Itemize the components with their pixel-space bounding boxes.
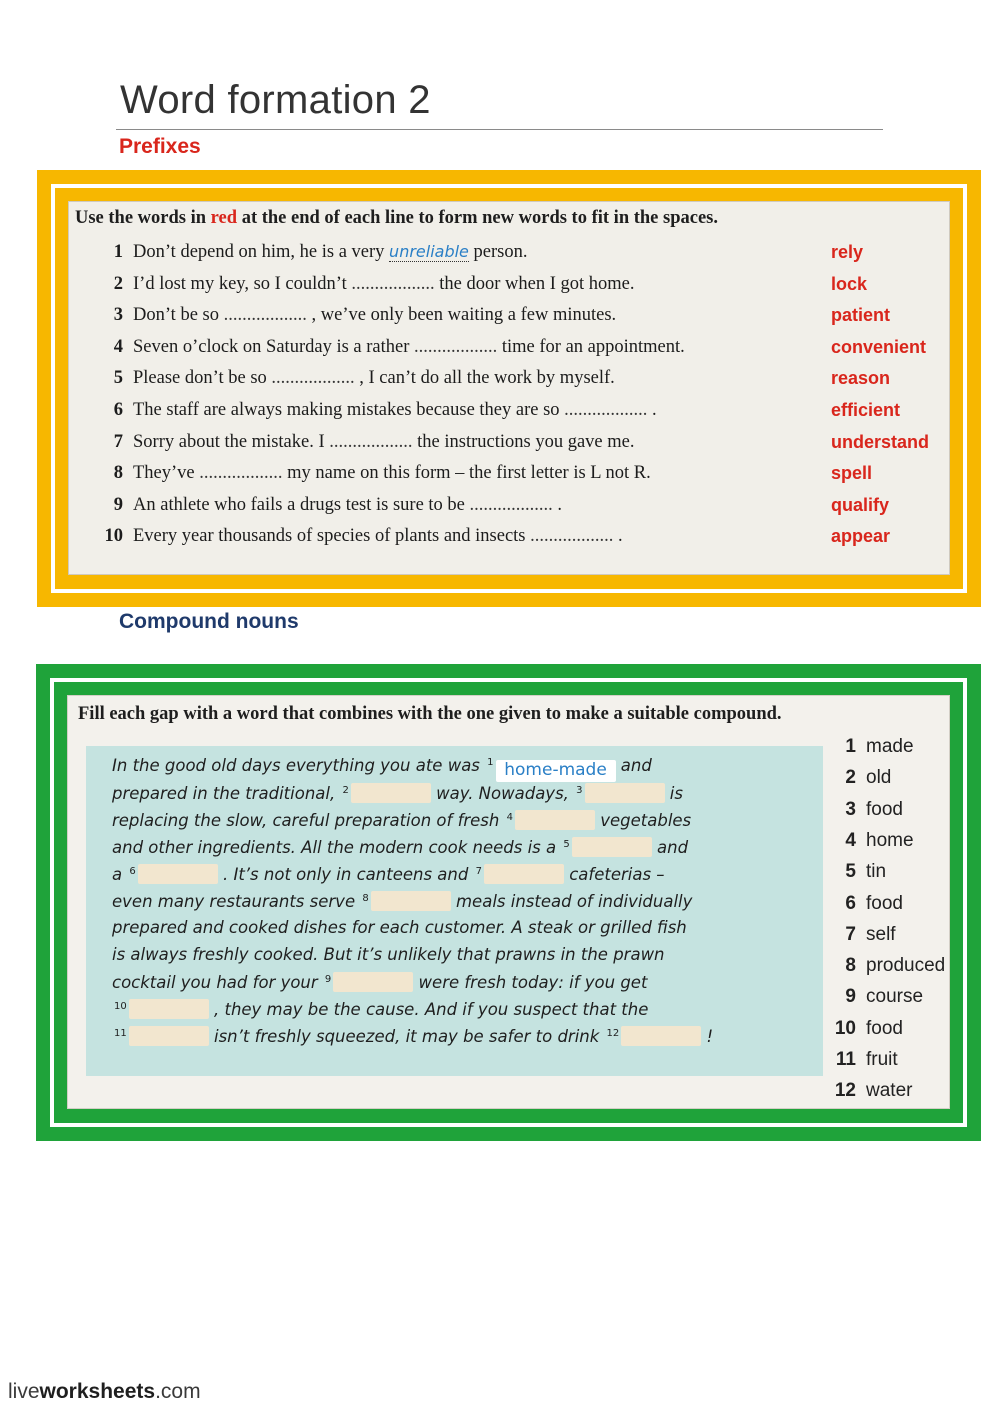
item-number: 5 bbox=[113, 368, 123, 389]
passage-line bbox=[112, 864, 665, 884]
word-number: 5 bbox=[845, 861, 856, 883]
compound-word-item bbox=[820, 1049, 950, 1080]
word-text: old bbox=[866, 767, 892, 789]
sentence-before: Don’t depend on him, he is a very bbox=[133, 242, 390, 262]
gap-input[interactable] bbox=[129, 999, 209, 1019]
passage-line bbox=[112, 756, 652, 782]
item-sentence bbox=[133, 526, 623, 547]
sentence-after: , I can’t do all the work by myself. bbox=[354, 368, 615, 389]
stem-word: convenient bbox=[831, 336, 927, 357]
passage-line bbox=[112, 972, 647, 992]
brand-tail: .com bbox=[155, 1380, 201, 1403]
word-number: 9 bbox=[845, 986, 856, 1008]
instruction-red-word: red bbox=[210, 208, 238, 228]
prefix-item bbox=[69, 305, 949, 337]
sentence-before: Please don’t be so bbox=[133, 368, 272, 389]
prefix-item bbox=[69, 337, 949, 369]
instruction-text: Use the words in bbox=[75, 208, 211, 228]
item-sentence bbox=[133, 495, 562, 516]
sentence-before: Don’t be so bbox=[133, 305, 224, 326]
example-answer: unreliable bbox=[389, 242, 469, 261]
item-sentence bbox=[133, 400, 657, 421]
word-number: 12 bbox=[834, 1080, 856, 1102]
passage-text: isn’t freshly squeezed, it may be safer to drink bbox=[208, 1027, 605, 1046]
item-sentence bbox=[133, 463, 651, 484]
gap-input[interactable] bbox=[484, 864, 564, 884]
gap-number: 6 bbox=[129, 866, 136, 877]
compound-word-item bbox=[820, 736, 950, 767]
prefix-item bbox=[69, 463, 949, 495]
sentence-after: the instructions you gave me. bbox=[412, 431, 635, 452]
passage-text: cafeterias – bbox=[563, 865, 665, 884]
answer-blank[interactable]: .................. bbox=[351, 273, 435, 294]
prefixes-exercise-frame bbox=[37, 170, 981, 607]
word-text: course bbox=[866, 986, 924, 1008]
prefix-item bbox=[69, 274, 949, 306]
compound-word-item bbox=[820, 1080, 950, 1111]
prefix-item bbox=[69, 495, 949, 527]
item-sentence bbox=[133, 274, 635, 295]
passage-text: ! bbox=[701, 1027, 714, 1046]
word-number: 6 bbox=[845, 892, 856, 914]
stem-word: patient bbox=[831, 305, 891, 326]
item-number: 1 bbox=[113, 242, 123, 262]
compound-exercise bbox=[67, 695, 950, 1109]
section-heading-compound-nouns: Compound nouns bbox=[119, 610, 299, 633]
compound-word-item bbox=[820, 955, 950, 986]
passage-text: prepared and cooked dishes for each customer. A steak or grilled fish bbox=[112, 918, 687, 937]
word-text: made bbox=[866, 736, 914, 757]
compound-exercise-frame bbox=[36, 664, 981, 1141]
gap-input[interactable] bbox=[371, 891, 451, 911]
page-title: Word formation 2 bbox=[120, 78, 431, 122]
gap-input[interactable] bbox=[572, 837, 652, 857]
gap-number: 10 bbox=[114, 1001, 127, 1012]
passage-text: . It’s not only in canteens and bbox=[217, 865, 474, 884]
prefix-item bbox=[69, 526, 949, 558]
passage-text: is always freshly cooked. But it’s unlikely that prawns in the prawn bbox=[112, 945, 665, 964]
word-number: 8 bbox=[845, 955, 856, 977]
word-number: 10 bbox=[834, 1017, 856, 1039]
gap-input[interactable] bbox=[515, 810, 595, 830]
instruction-text: at the end of each line to form new words to fit in the spaces. bbox=[237, 208, 719, 228]
passage-line bbox=[112, 837, 688, 857]
prefixes-instruction bbox=[75, 208, 718, 229]
compound-word-item bbox=[820, 767, 950, 798]
word-text: produced bbox=[866, 955, 946, 977]
compound-word-item bbox=[820, 924, 950, 955]
passage-text: prepared in the traditional, bbox=[112, 784, 341, 803]
sentence-after: time for an appointment. bbox=[497, 336, 685, 357]
passage-line bbox=[112, 810, 691, 830]
gap-number: 4 bbox=[506, 812, 513, 823]
passage-text: and bbox=[615, 756, 652, 775]
sentence-after: the door when I got home. bbox=[434, 273, 635, 294]
compound-word-item bbox=[820, 1018, 950, 1049]
word-text: home bbox=[866, 829, 914, 851]
passage-text: even many restaurants serve bbox=[112, 892, 361, 911]
sentence-before: Seven o’clock on Saturday is a rather bbox=[133, 336, 415, 357]
stem-word: appear bbox=[831, 526, 891, 547]
word-text: food bbox=[866, 892, 903, 914]
brand-bold: worksheets bbox=[39, 1380, 156, 1403]
item-sentence bbox=[133, 242, 527, 263]
word-number: 3 bbox=[845, 798, 856, 820]
sentence-after: , we’ve only been waiting a few minutes. bbox=[306, 305, 617, 326]
compound-word-item bbox=[820, 986, 950, 1017]
answer-blank[interactable]: .................. bbox=[199, 463, 283, 484]
gap-input[interactable] bbox=[351, 783, 431, 803]
gap-number: 2 bbox=[342, 785, 349, 796]
prefix-item bbox=[69, 400, 949, 432]
footer-brand-logo bbox=[8, 1380, 201, 1404]
gap-number: 3 bbox=[576, 785, 583, 796]
answer-blank[interactable]: .................. bbox=[530, 526, 614, 547]
passage-line bbox=[112, 999, 648, 1019]
passage-line bbox=[112, 783, 683, 803]
prefixes-exercise bbox=[68, 201, 950, 575]
item-number: 7 bbox=[113, 431, 123, 452]
prefix-item bbox=[69, 242, 949, 274]
compound-instruction: Fill each gap with a word that combines with the one given to make a suitable compound. bbox=[78, 704, 782, 724]
compound-text-panel bbox=[86, 746, 823, 1076]
stem-word: rely bbox=[831, 242, 864, 262]
passage-text: were fresh today: if you get bbox=[413, 973, 648, 992]
gap-number: 1 bbox=[487, 757, 494, 768]
passage-text: vegetables bbox=[594, 811, 692, 830]
item-number: 10 bbox=[104, 526, 123, 547]
compound-word-item bbox=[820, 799, 950, 830]
passage-text: replacing the slow, careful preparation of fresh bbox=[112, 811, 505, 830]
gap-number: 12 bbox=[606, 1028, 620, 1039]
passage-text: and bbox=[651, 838, 689, 857]
passage-text: , they may be the cause. And if you suspect that the bbox=[208, 1000, 649, 1019]
compound-word-item bbox=[820, 861, 950, 892]
sentence-before: They’ve bbox=[133, 463, 200, 484]
passage-text: cocktail you had for your bbox=[112, 973, 323, 992]
word-number: 1 bbox=[845, 736, 856, 757]
gap-input[interactable] bbox=[621, 1026, 701, 1046]
gap-input[interactable] bbox=[138, 864, 218, 884]
answer-blank[interactable]: .................. bbox=[564, 400, 648, 420]
word-text: food bbox=[866, 798, 903, 820]
brand-light: live bbox=[8, 1380, 40, 1403]
stem-word: qualify bbox=[831, 494, 890, 515]
answer-blank[interactable]: .................. bbox=[414, 336, 498, 357]
prefix-item bbox=[69, 368, 949, 400]
gap-number: 11 bbox=[114, 1028, 127, 1039]
stem-word: understand bbox=[831, 431, 930, 452]
word-number: 11 bbox=[835, 1049, 856, 1070]
word-text: self bbox=[866, 923, 896, 945]
sentence-after: . bbox=[613, 526, 623, 547]
passage-text: is bbox=[664, 784, 683, 803]
gap-input[interactable] bbox=[129, 1026, 209, 1046]
item-number: 4 bbox=[113, 336, 123, 357]
compound-word-item bbox=[820, 893, 950, 924]
item-number: 8 bbox=[113, 463, 123, 484]
passage-text: and other ingredients. All the modern cook needs is a bbox=[112, 838, 562, 857]
gap-number: 7 bbox=[475, 866, 482, 877]
sentence-after: my name on this form – the first letter is L not R. bbox=[282, 463, 651, 484]
item-number: 2 bbox=[113, 273, 123, 294]
stem-word: spell bbox=[831, 463, 873, 484]
item-number: 9 bbox=[113, 494, 123, 515]
section-heading-prefixes: Prefixes bbox=[119, 135, 201, 158]
gap-number: 5 bbox=[563, 839, 570, 850]
answer-blank[interactable]: .................. bbox=[271, 368, 355, 389]
word-text: fruit bbox=[866, 1049, 898, 1070]
word-text: tin bbox=[866, 861, 887, 883]
gap-input[interactable] bbox=[333, 972, 413, 992]
word-number: 7 bbox=[845, 923, 856, 945]
stem-word: reason bbox=[831, 368, 891, 389]
item-sentence bbox=[133, 432, 634, 453]
word-text: water bbox=[866, 1080, 913, 1102]
sentence-after: person. bbox=[468, 242, 528, 262]
word-number: 2 bbox=[845, 767, 856, 789]
passage-line bbox=[112, 918, 687, 937]
prefix-item bbox=[69, 432, 949, 464]
answer-blank[interactable]: .................. bbox=[223, 305, 307, 326]
passage-text: way. Nowadays, bbox=[430, 784, 575, 803]
sentence-before: I’d lost my key, so I couldn’t bbox=[133, 273, 352, 294]
title-divider bbox=[116, 129, 883, 130]
word-text: food bbox=[866, 1017, 903, 1039]
gap-example-answer: home-made bbox=[496, 760, 616, 782]
passage-text: In the good old days everything you ate was bbox=[112, 756, 486, 775]
answer-blank[interactable]: .................. bbox=[329, 431, 413, 452]
sentence-before: Sorry about the mistake. I bbox=[133, 431, 330, 452]
stem-word: lock bbox=[831, 273, 868, 294]
item-number: 6 bbox=[113, 400, 123, 420]
gap-number: 9 bbox=[324, 974, 332, 985]
passage-line bbox=[112, 945, 665, 964]
sentence-before: An athlete who fails a drugs test is sure to be bbox=[133, 494, 470, 515]
sentence-after: . bbox=[647, 400, 657, 420]
item-sentence bbox=[133, 305, 616, 326]
stem-word: efficient bbox=[831, 400, 901, 420]
passage-line bbox=[112, 891, 692, 911]
sentence-after: . bbox=[552, 494, 563, 515]
answer-blank[interactable]: .................. bbox=[469, 494, 553, 515]
gap-number: 8 bbox=[362, 893, 369, 904]
item-number: 3 bbox=[113, 305, 123, 326]
compound-word-item bbox=[820, 830, 950, 861]
item-sentence bbox=[133, 337, 685, 358]
gap-input[interactable] bbox=[585, 783, 665, 803]
passage-text: a bbox=[112, 865, 128, 884]
passage-text: meals instead of individually bbox=[450, 892, 693, 911]
passage-line bbox=[112, 1026, 713, 1046]
sentence-before: The staff are always making mistakes because they are so bbox=[133, 400, 565, 420]
sentence-before: Every year thousands of species of plants and insects bbox=[133, 526, 531, 547]
item-sentence bbox=[133, 368, 615, 389]
word-number: 4 bbox=[845, 829, 856, 851]
